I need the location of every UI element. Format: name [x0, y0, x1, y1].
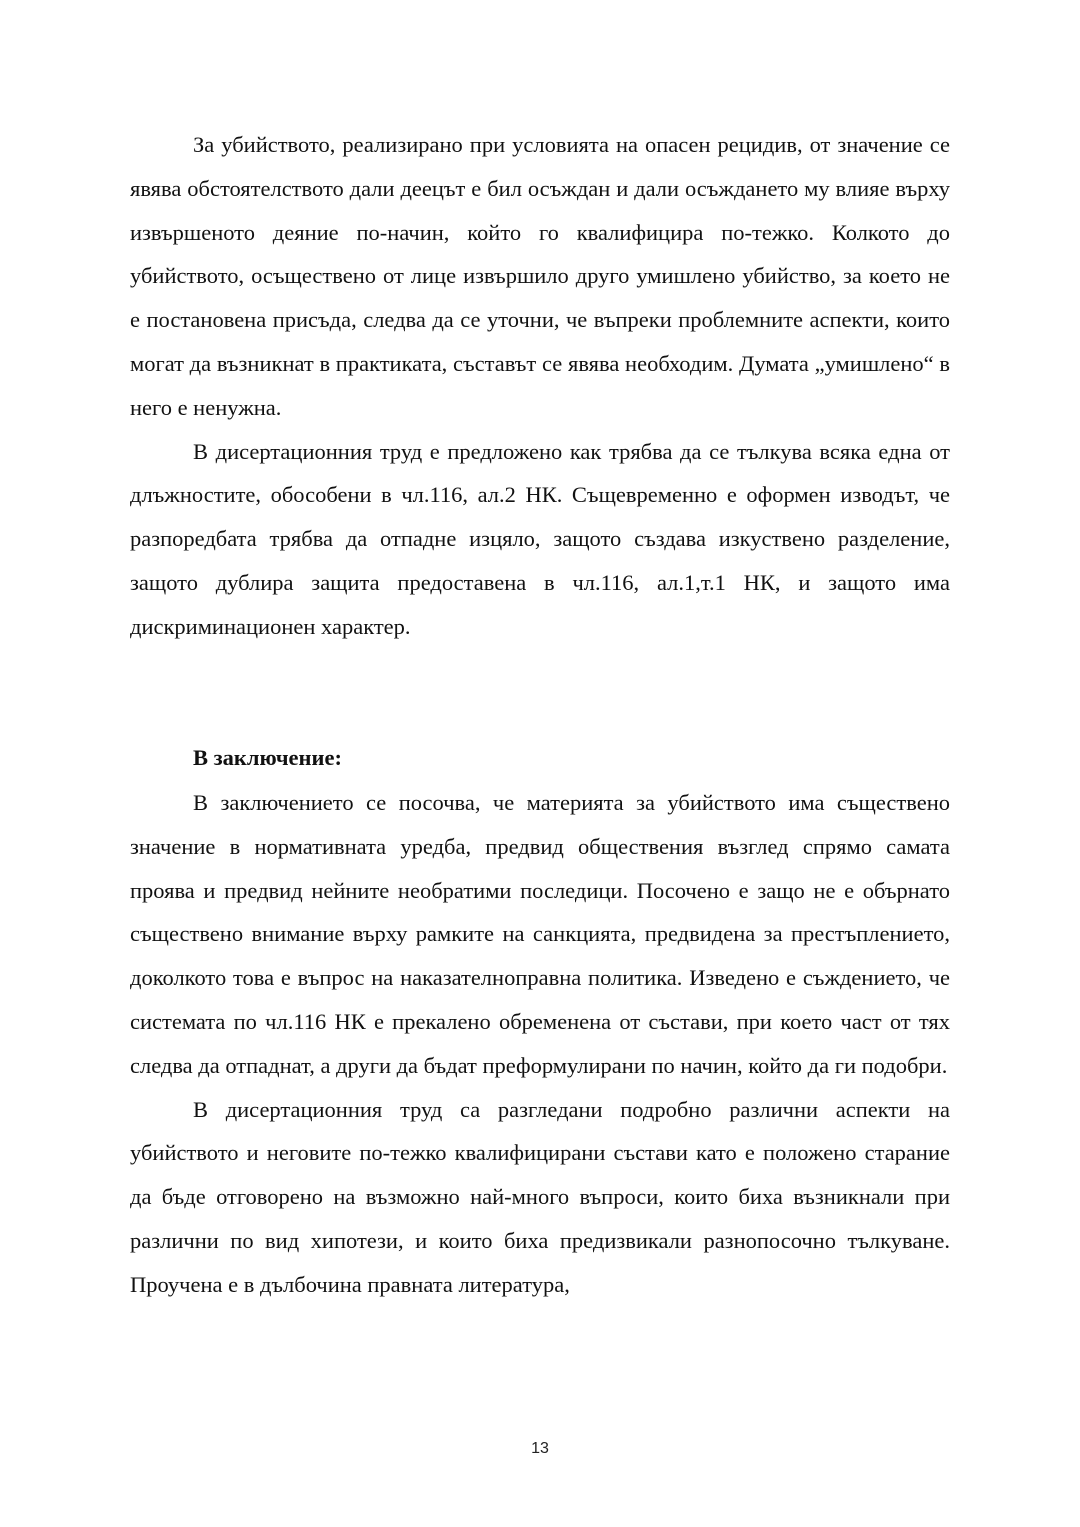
conclusion-body [130, 781, 950, 1307]
paragraph-conclusion-scope: В дисертационния труд са разгледани подробно различни аспекти на убийството и неговите по-тежко квалифицирани състави като е положено старание да бъде отговорено на възможно най-много въпроси, които биха възникнали при различни по вид хипотези, и които биха предизвикали разнопосочно тълкуване. Проучена е в дълбочина правната литература, [130, 1096, 950, 1297]
paragraph-positions: В дисертационния труд е предложено как трябва да се тълкува всяка една от длъжностите, обособени в чл.116, ал.2 НК. Същевременно е оформен изводът, че разпоредбата трябва да отпадне изцяло, защото създава изкуствено разделение, защото дублира защита предоставена в чл.116, ал.1,т.1 НК, и защото има дискриминационен характер. [130, 438, 950, 639]
paragraph-conclusion-summary: В заключението се посочва, че материята за убийството има съществено значение в нормативната уредба, предвид обществения възглед спрямо самата проява и предвид нейните необратими последици. Посочено е защо не е обърнато съществено внимание върху рамките на санкцията, предвидена за престъплението, доколкото това е въпрос на наказателноправна политика. Изведено е съждението, че системата по чл.116 НК е прекалено обременена от състави, при което част от тях следва да отпаднат, а други да бъдат преформулирани по начин, който да ги подобри. [130, 790, 950, 1078]
section-body [130, 123, 950, 649]
page-number: 13 [531, 1440, 549, 1457]
paragraph-recidivism: За убийството, реализирано при условията на опасен рецидив, от значение се явява обстоятелството дали деецът е бил осъждан и дали осъждането му влияе върху извършеното деяние по-начин, който го квалифицира по-тежко. Колкото до убийството, осъществено от лице извършило друго умишлено убийство, за което не е постановена присъда, следва да се уточни, че въпреки проблемните аспекти, които могат да възникнат в практиката, съставът се явява необходим. Думата „умишлено“ в него е ненужна. [130, 132, 950, 420]
conclusion-heading: В заключение: [193, 745, 342, 770]
